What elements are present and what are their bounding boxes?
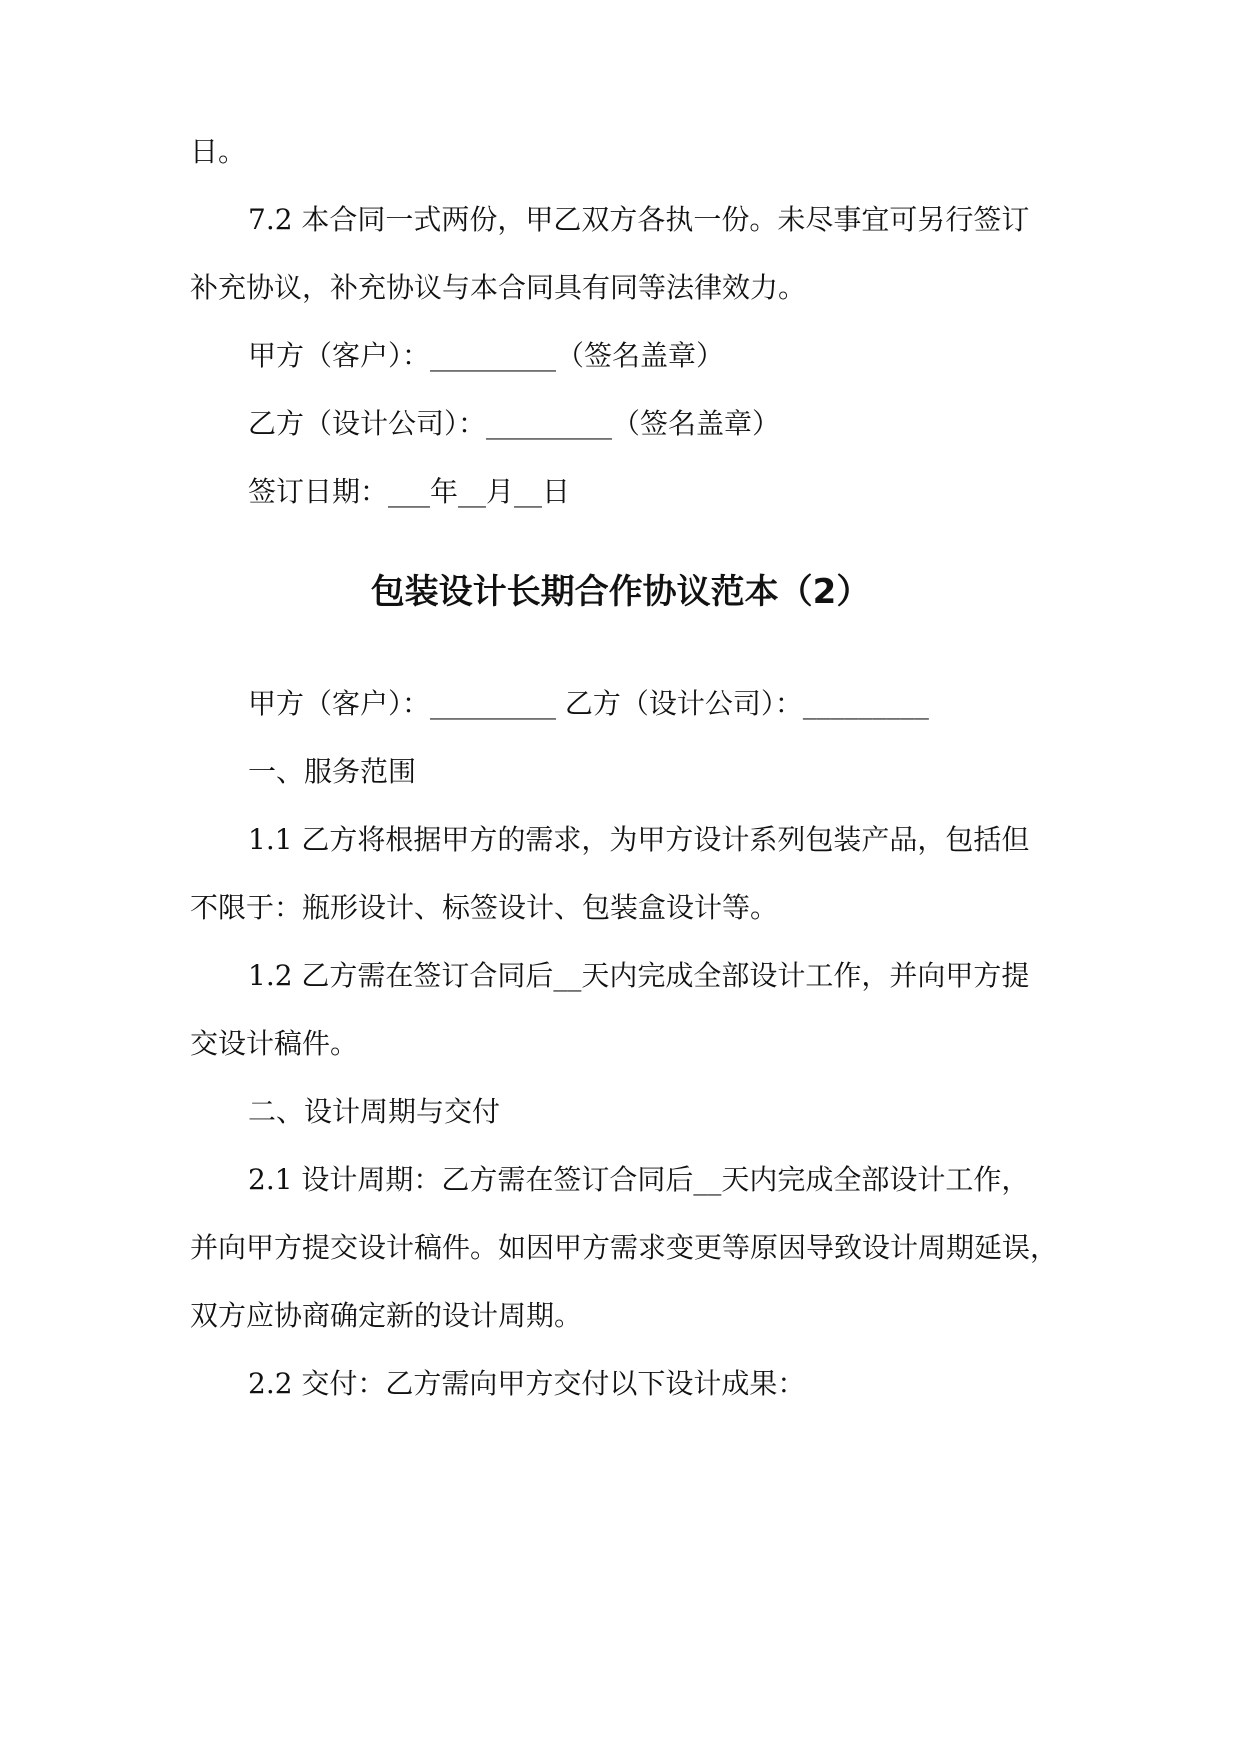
party-a-signature-line: 甲方（客户）：_________（签名盖章） bbox=[248, 339, 725, 372]
clause-7-2-continuation: 补充协议，补充协议与本合同具有同等法律效力。 bbox=[190, 271, 807, 304]
clause-1-2-continuation: 交设计稿件。 bbox=[190, 1027, 359, 1060]
paragraph-continuation: 日。 bbox=[190, 135, 247, 168]
clause-1-2: 1.2 乙方需在签订合同后__天内完成全部设计工作，并向甲方提 bbox=[248, 959, 1030, 992]
section-2-heading: 二、设计周期与交付 bbox=[248, 1095, 501, 1128]
clause-2-1-continuation-2: 双方应协商确定新的设计周期。 bbox=[190, 1299, 583, 1332]
parties-line: 甲方（客户）：_________ 乙方（设计公司）：_________ bbox=[248, 687, 929, 720]
clause-2-1: 2.1 设计周期：乙方需在签订合同后__天内完成全部设计工作， bbox=[248, 1163, 1030, 1196]
clause-2-1-continuation: 并向甲方提交设计稿件。如因甲方需求变更等原因导致设计周期延误， bbox=[190, 1231, 1059, 1264]
party-b-signature-line: 乙方（设计公司）：_________（签名盖章） bbox=[248, 407, 781, 440]
clause-7-2: 7.2 本合同一式两份，甲乙双方各执一份。未尽事宜可另行签订 bbox=[248, 203, 1030, 236]
signing-date-line: 签订日期：___年__月__日 bbox=[248, 475, 571, 508]
section-1-heading: 一、服务范围 bbox=[248, 755, 417, 788]
clause-1-1: 1.1 乙方将根据甲方的需求，为甲方设计系列包装产品，包括但 bbox=[248, 823, 1030, 856]
clause-2-2: 2.2 交付：乙方需向甲方交付以下设计成果： bbox=[248, 1367, 806, 1400]
document-title: 包装设计长期合作协议范本（2） bbox=[370, 572, 871, 612]
clause-1-1-continuation: 不限于：瓶形设计、标签设计、包装盒设计等。 bbox=[190, 891, 779, 924]
